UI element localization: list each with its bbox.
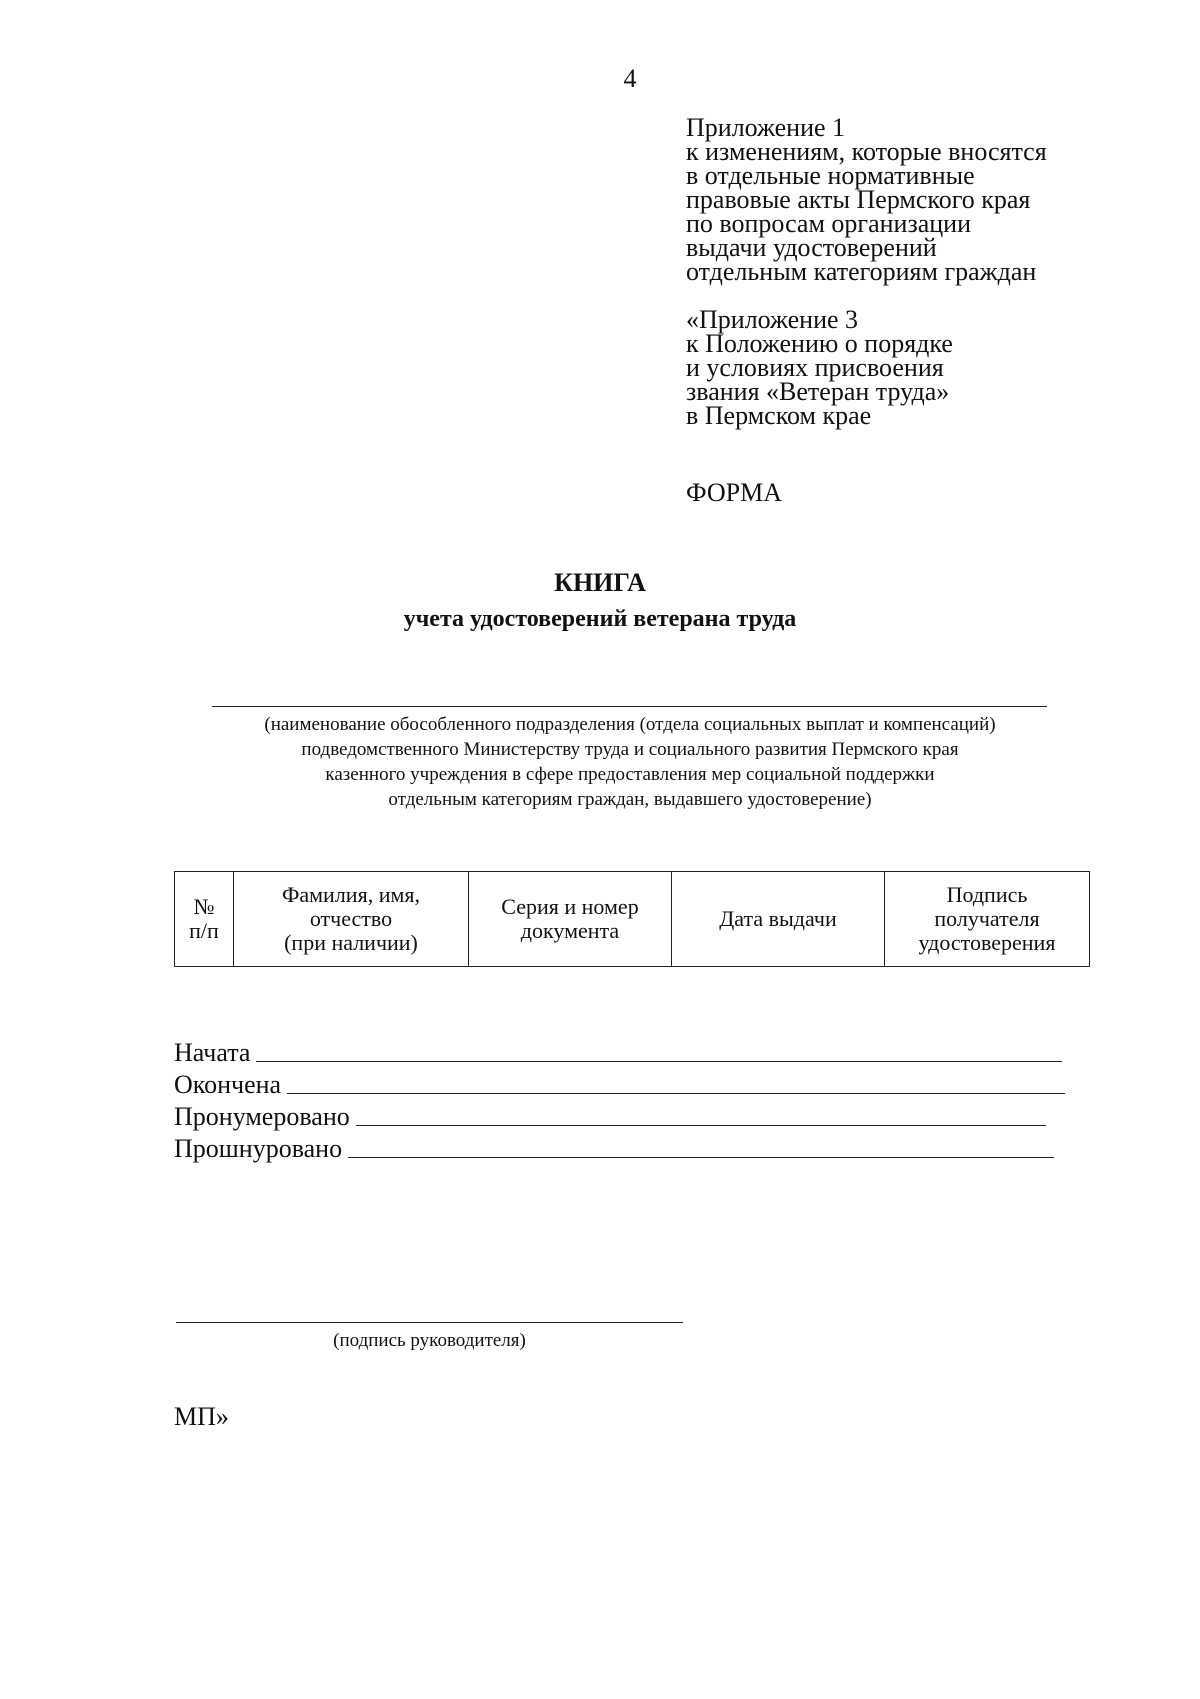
org-caption-line: (наименование обособленного подразделения (отдела социальных выплат и компенсаций) xyxy=(264,714,996,735)
stamp-placeholder: МП» xyxy=(174,1402,229,1431)
field-blank-line xyxy=(256,1061,1062,1062)
signature-blank-line xyxy=(176,1322,683,1323)
appendix-quoted-line: звания «Ветеран труда» xyxy=(686,377,950,406)
header-text: Серия и номер xyxy=(501,894,639,919)
field-blank-line xyxy=(348,1157,1054,1158)
field-label: Прошнуровано xyxy=(174,1134,343,1163)
ledger-table xyxy=(174,871,1090,967)
header-text: № xyxy=(193,894,215,919)
appendix-quoted-line: и условиях присвоения xyxy=(686,353,944,382)
appendix-quoted-line: в Пермском крае xyxy=(686,401,872,430)
field-started xyxy=(174,1036,1094,1068)
field-blank-line xyxy=(287,1093,1065,1094)
org-caption-line: отдельным категориям граждан, выдавшего удостоверение) xyxy=(388,789,872,810)
field-numbered xyxy=(174,1100,1094,1132)
page-number: 4 xyxy=(623,64,637,93)
appendix-quoted-line: «Приложение 3 xyxy=(686,305,859,334)
header-cell-name xyxy=(234,872,469,967)
header-text: (при наличии) xyxy=(284,930,418,955)
appendix-line: по вопросам организации xyxy=(686,209,972,238)
appendix-line: выдачи удостоверений xyxy=(686,233,937,262)
header-cell-number xyxy=(175,872,234,967)
header-cell-issue-date xyxy=(672,872,885,967)
appendix-line: к изменениям, которые вносятся xyxy=(686,137,1047,166)
header-text: п/п xyxy=(189,918,219,943)
org-caption-line: подведомственного Министерству труда и социального развития Пермского края xyxy=(301,739,959,760)
field-laced xyxy=(174,1132,1094,1164)
header-cell-signature xyxy=(885,872,1090,967)
org-caption-line: казенного учреждения в сфере предоставления мер социальной поддержки xyxy=(325,764,935,785)
field-blank-line xyxy=(356,1125,1046,1126)
book-fields xyxy=(174,1036,1094,1164)
header-text: получателя xyxy=(934,906,1040,931)
field-finished xyxy=(174,1068,1094,1100)
field-label: Пронумеровано xyxy=(174,1102,350,1131)
field-label: Начата xyxy=(174,1038,251,1067)
header-text: документа xyxy=(520,918,620,943)
appendix-quoted-line: к Положению о порядке xyxy=(686,329,953,358)
document-title: КНИГА xyxy=(554,568,646,597)
form-label: ФОРМА xyxy=(686,478,782,507)
appendix-line: Приложение 1 xyxy=(686,113,846,142)
org-name-blank-line xyxy=(212,706,1047,707)
appendix-header xyxy=(686,113,1166,430)
org-name-caption xyxy=(200,712,1060,812)
header-cell-document xyxy=(469,872,672,967)
header-text: Подпись xyxy=(946,882,1028,907)
table-header-row xyxy=(175,872,1090,967)
header-text: удостоверения xyxy=(918,930,1056,955)
header-text: отчество xyxy=(309,906,393,931)
field-label: Окончена xyxy=(174,1070,282,1099)
appendix-line: отдельным категориям граждан xyxy=(686,257,1037,286)
header-text: Дата выдачи xyxy=(719,906,837,931)
header-text: Фамилия, имя, xyxy=(281,882,421,907)
signature-caption: (подпись руководителя) xyxy=(333,1330,526,1351)
appendix-line: правовые акты Пермского края xyxy=(686,185,1031,214)
document-subtitle: учета удостоверений ветерана труда xyxy=(403,606,797,632)
appendix-line: в отдельные нормативные xyxy=(686,161,975,190)
